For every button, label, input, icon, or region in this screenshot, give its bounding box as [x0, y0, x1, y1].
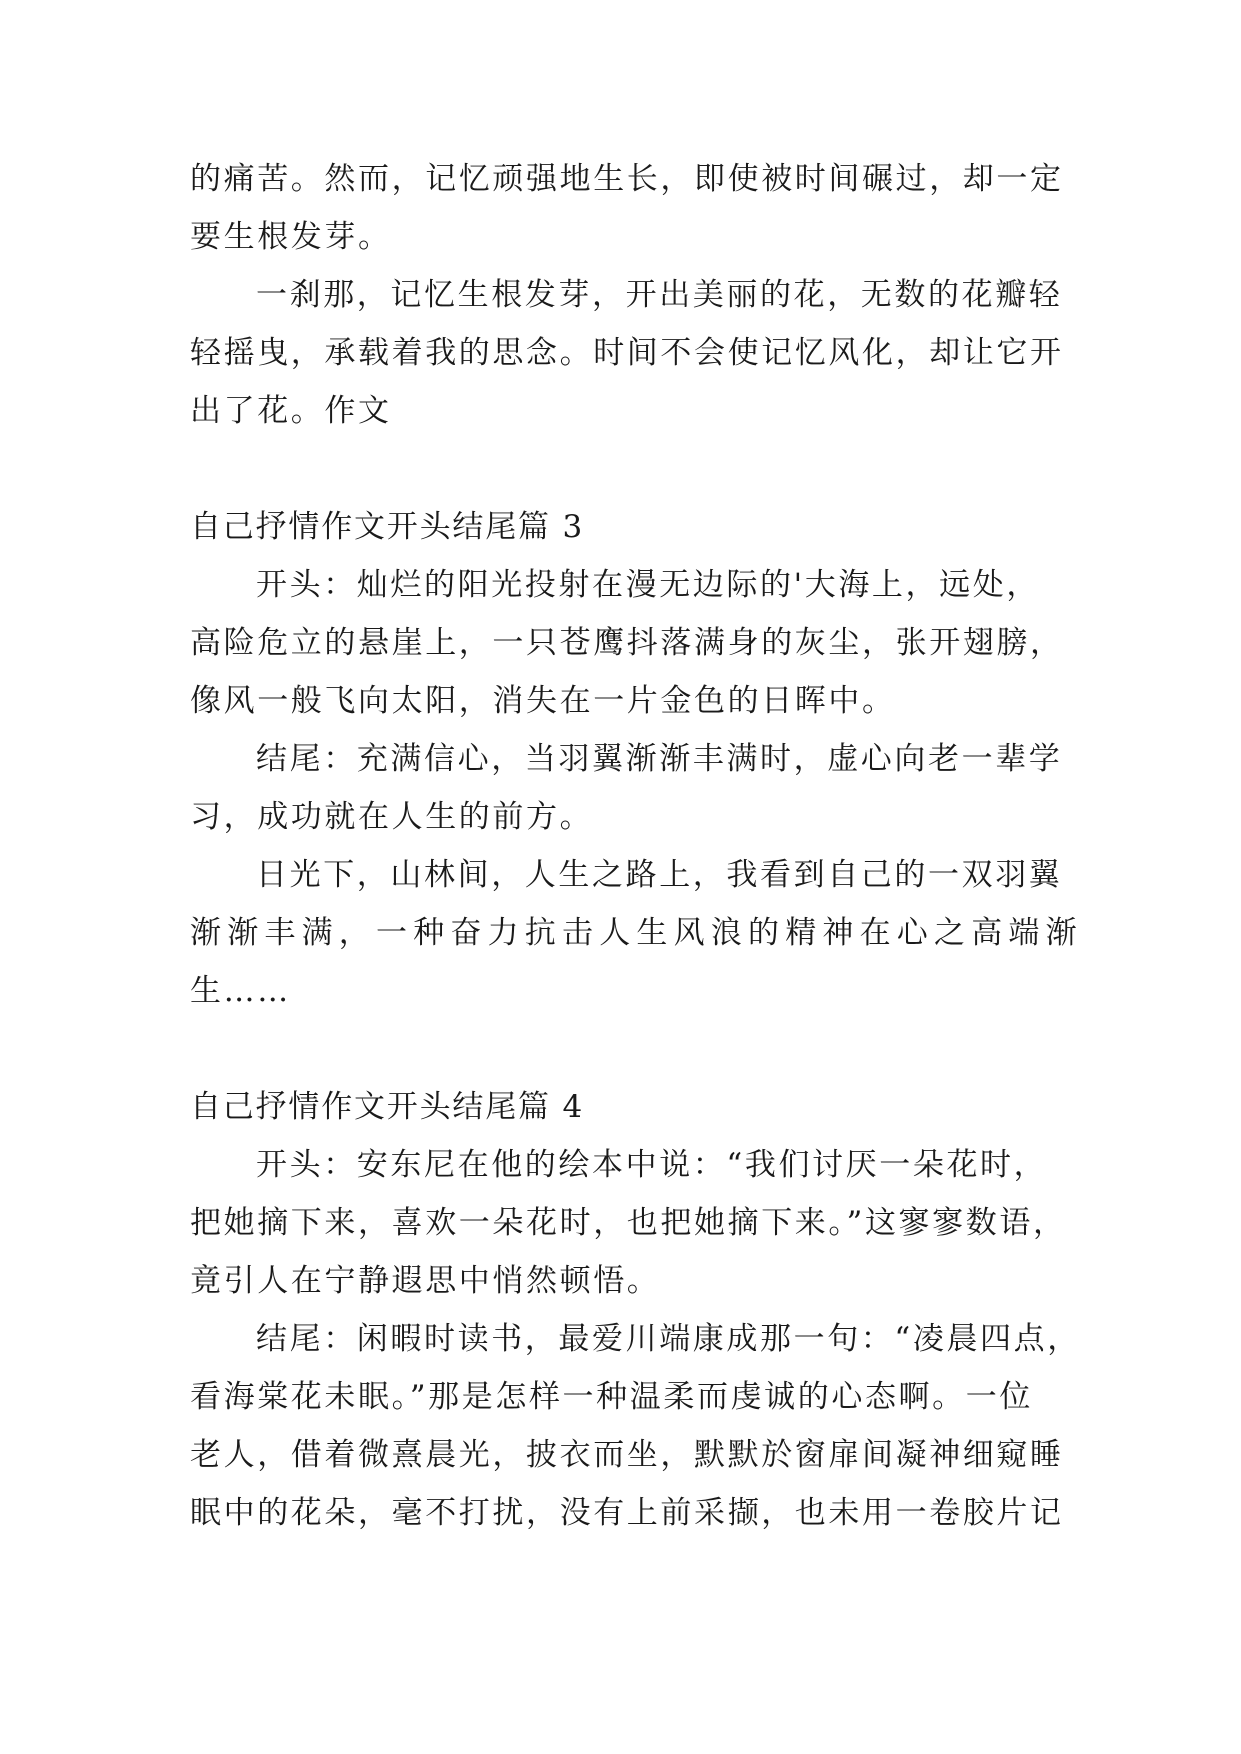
paragraph-line: 要生根发芽。 — [190, 219, 392, 255]
paragraph-line: 日光下，山林间，人生之路上，我看到自己的一双羽翼 — [256, 857, 1063, 893]
paragraph-line: 渐渐丰满，一种奋力抗击人生风浪的精神在心之高端渐 — [190, 915, 1083, 951]
paragraph-line: 一刹那，记忆生根发芽，开出美丽的花，无数的花瓣轻 — [256, 277, 1063, 313]
paragraph — [190, 1310, 1081, 1542]
paragraph-line: 看海棠花未眠。”那是怎样一种温柔而虔诚的心态啊。一位 — [190, 1379, 1033, 1415]
paragraph — [190, 846, 1083, 1020]
paragraph-line: 开头：灿烂的阳光投射在漫无边际的'大海上，远处， — [256, 567, 1040, 603]
paragraph-line: 竟引人在宁静遐思中悄然顿悟。 — [190, 1263, 661, 1299]
paragraph-line: 把她摘下来，喜欢一朵花时，也把她摘下来。”这寥寥数语， — [190, 1205, 1067, 1241]
section-heading: 自己抒情作文开头结尾篇 4 — [190, 1089, 584, 1125]
section-gap — [190, 440, 1060, 498]
paragraph-line: 结尾：充满信心，当羽翼渐渐丰满时，虚心向老一辈学 — [256, 741, 1063, 777]
paragraph — [190, 266, 1064, 440]
paragraph — [190, 150, 1064, 266]
section-gap — [190, 1020, 1060, 1078]
paragraph-line: 习，成功就在人生的前方。 — [190, 799, 594, 835]
paragraph-line: 眠中的花朵，毫不打扰，没有上前采撷，也未用一卷胶片记 — [190, 1495, 1064, 1531]
paragraph-line: 高险危立的悬崖上，一只苍鹰抖落满身的灰尘，张开翅膀， — [190, 625, 1064, 661]
paragraph-line: 轻摇曳，承载着我的思念。时间不会使记忆风化，却让它开 — [190, 335, 1064, 371]
paragraph — [190, 556, 1064, 730]
document-page — [190, 150, 1083, 1542]
paragraph-line: 老人，借着微熹晨光，披衣而坐，默默於窗扉间凝神细窥睡 — [190, 1437, 1064, 1473]
paragraph-line: 出了花。作文 — [190, 393, 392, 429]
paragraph — [190, 730, 1063, 846]
paragraph-line: 生…… — [190, 973, 291, 1009]
section-heading: 自己抒情作文开头结尾篇 3 — [190, 509, 584, 545]
paragraph-line: 结尾：闲暇时读书，最爱川端康成那一句：“凌晨四点， — [256, 1321, 1081, 1357]
paragraph-line: 开头：安东尼在他的绘本中说：“我们讨厌一朵花时， — [256, 1147, 1048, 1183]
paragraph-line: 的痛苦。然而，记忆顽强地生长，即使被时间碾过，却一定 — [190, 161, 1064, 197]
paragraph-line: 像风一般飞向太阳，消失在一片金色的日晖中。 — [190, 683, 896, 719]
paragraph — [190, 1136, 1067, 1310]
